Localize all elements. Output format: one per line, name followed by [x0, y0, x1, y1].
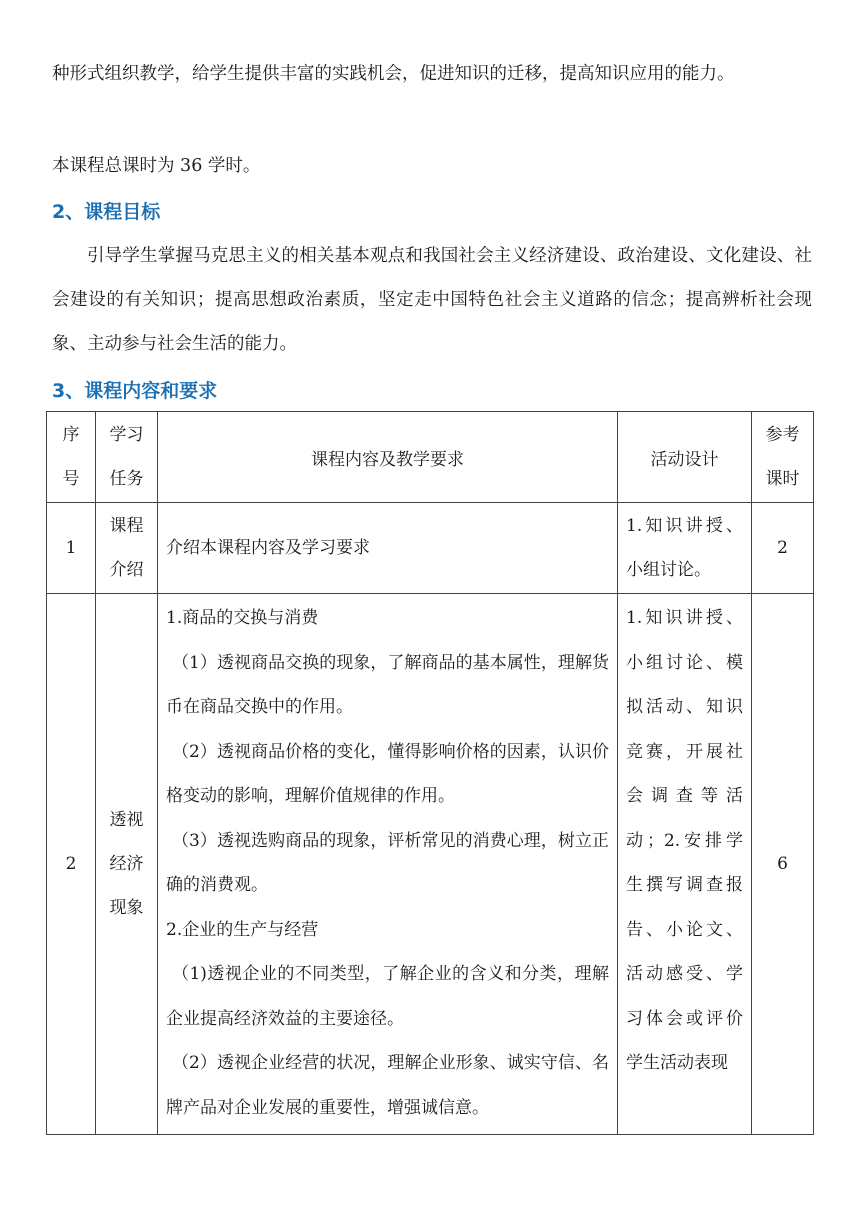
table-header-row: [47, 412, 814, 503]
table-row: [47, 594, 814, 1135]
section-heading-objectives: 2、课程目标: [52, 201, 161, 223]
row-hours: 2: [752, 503, 814, 594]
content-item: （3）透视选购商品的现象，评析常见的消费心理，树立正确的消费观。: [166, 830, 609, 895]
row-task: 课程介绍: [96, 503, 158, 594]
row-seq: 2: [47, 594, 96, 1135]
content-item: （2）透视商品价格的变化，懂得影响价格的因素，认识价格变动的影响，理解价值规律的作用。: [166, 741, 609, 806]
intro-paragraph: 种形式组织教学，给学生提供丰富的实践机会，促进知识的迁移，提高知识应用的能力。: [52, 64, 735, 84]
objectives-paragraph: 引导学生掌握马克思主义的相关基本观点和我国社会主义经济建设、政治建设、文化建设、社会建设的有关知识；提高思想政治素质，坚定走中国特色社会主义道路的信念；提高辨析社会现象、主动参与社会生活的能力。: [52, 246, 812, 354]
row-activity: 1.知识讲授、小组讨论、模拟活动、知识竞赛，开展社会调查等活动；2.安排学生撰写调查报告、小论文、活动感受、学习体会或评价学生活动表现: [618, 594, 752, 1135]
header-hours: 参考课时: [752, 412, 814, 503]
row-content: [158, 594, 618, 1135]
content-item: 1.商品的交换与消费: [166, 608, 319, 628]
row-task: 透视经济现象: [96, 594, 158, 1135]
section-heading-content: 3、课程内容和要求: [52, 380, 218, 402]
content-item: （1)透视企业的不同类型，了解企业的含义和分类，理解企业提高经济效益的主要途径。: [166, 964, 609, 1029]
header-seq: 序号: [47, 412, 96, 503]
course-content-table: [46, 411, 814, 1135]
header-content: 课程内容及教学要求: [158, 412, 618, 503]
content-item: （2）透视企业经营的状况，理解企业形象、诚实守信、名牌产品对企业发展的重要性，增强诚信意。: [166, 1053, 609, 1118]
row-seq: 1: [47, 503, 96, 594]
content-item: 介绍本课程内容及学习要求: [166, 537, 370, 558]
header-activity: 活动设计: [618, 412, 752, 503]
content-item: （1）透视商品交换的现象，了解商品的基本属性，理解货币在商品交换中的作用。: [166, 652, 609, 717]
total-hours-text: 本课程总课时为 36 学时。: [52, 156, 261, 176]
content-item: 2.企业的生产与经营: [166, 919, 319, 940]
row-content: [158, 503, 618, 594]
table-row: [47, 503, 814, 594]
header-task: 学习任务: [96, 412, 158, 503]
row-activity: 1.知识讲授、小组讨论。: [618, 503, 752, 594]
row-hours: 6: [752, 594, 814, 1135]
